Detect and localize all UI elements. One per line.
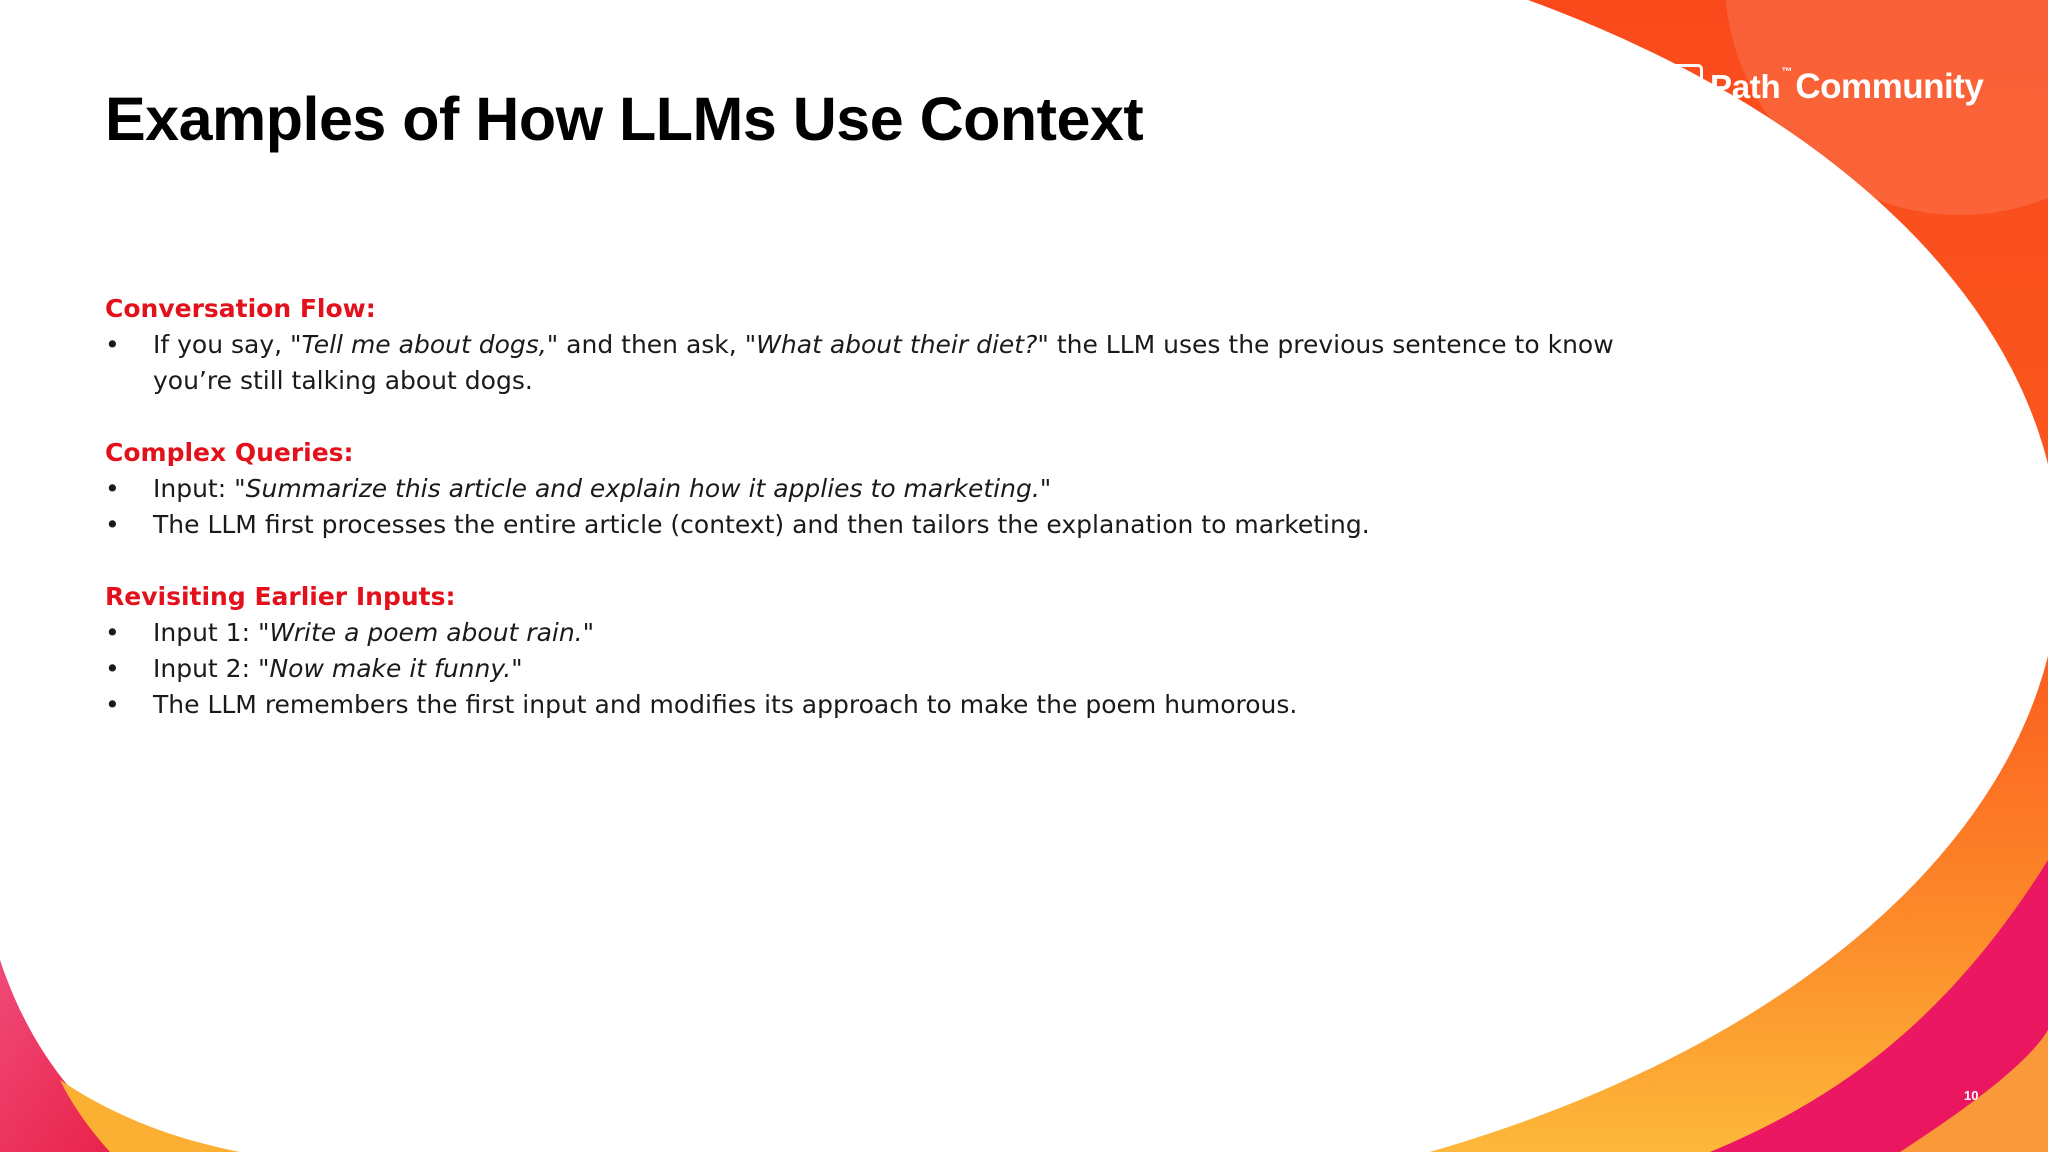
text-run: The LLM remembers the first input and modifies its approach to make the poem humorous.	[153, 690, 1298, 719]
bullet-icon: •	[105, 474, 120, 503]
list-item	[105, 687, 1625, 723]
bullet-icon: •	[105, 330, 120, 359]
section-heading: Revisiting Earlier Inputs:	[105, 582, 456, 611]
bullet-list	[105, 327, 1625, 399]
logo-community-text: Community	[1795, 67, 1984, 106]
quote-text: "Summarize this article and explain how it applies to marketing."	[234, 474, 1052, 503]
quote-text: "Write a poem about rain."	[257, 618, 595, 647]
section-heading: Complex Queries:	[105, 438, 354, 467]
list-item	[105, 327, 1625, 399]
logo-trademark: ™	[1781, 66, 1793, 78]
list-item	[105, 615, 1625, 651]
list-item	[105, 651, 1625, 687]
section-complex-queries	[105, 435, 1625, 543]
bullet-icon: •	[105, 618, 120, 647]
text-run: If you say,	[153, 330, 291, 359]
quote-text: "What about their diet?"	[744, 330, 1049, 359]
page-number: 10	[1964, 1088, 1979, 1103]
list-item	[105, 471, 1625, 507]
text-run: Input:	[153, 474, 235, 503]
text-run: the LLM uses the previous sentence to know you’re still talking about dogs.	[153, 330, 1614, 395]
bullet-list	[105, 615, 1625, 723]
text-run: and then ask,	[558, 330, 745, 359]
logo-path-text: Path	[1710, 68, 1781, 105]
page-title: Examples of How LLMs Use Context	[105, 85, 1144, 153]
bullet-icon: •	[105, 690, 120, 719]
bullet-icon: •	[105, 510, 120, 539]
bullet-icon: •	[105, 654, 120, 683]
text-run: Input 1:	[153, 618, 258, 647]
section-conversation-flow	[105, 291, 1625, 399]
list-item	[105, 507, 1625, 543]
bullet-list	[105, 471, 1625, 543]
text-run: The LLM first processes the entire article (context) and then tailors the explanation to marketing.	[153, 510, 1370, 539]
logo-mark: Ui	[1661, 64, 1703, 110]
text-run: Input 2:	[153, 654, 258, 683]
section-heading: Conversation Flow:	[105, 294, 376, 323]
slide-content	[105, 291, 1625, 759]
quote-text: "Tell me about dogs,"	[290, 330, 559, 359]
section-revisiting-inputs	[105, 579, 1625, 723]
uipath-community-logo	[1661, 62, 1983, 112]
quote-text: "Now make it funny."	[257, 654, 523, 683]
